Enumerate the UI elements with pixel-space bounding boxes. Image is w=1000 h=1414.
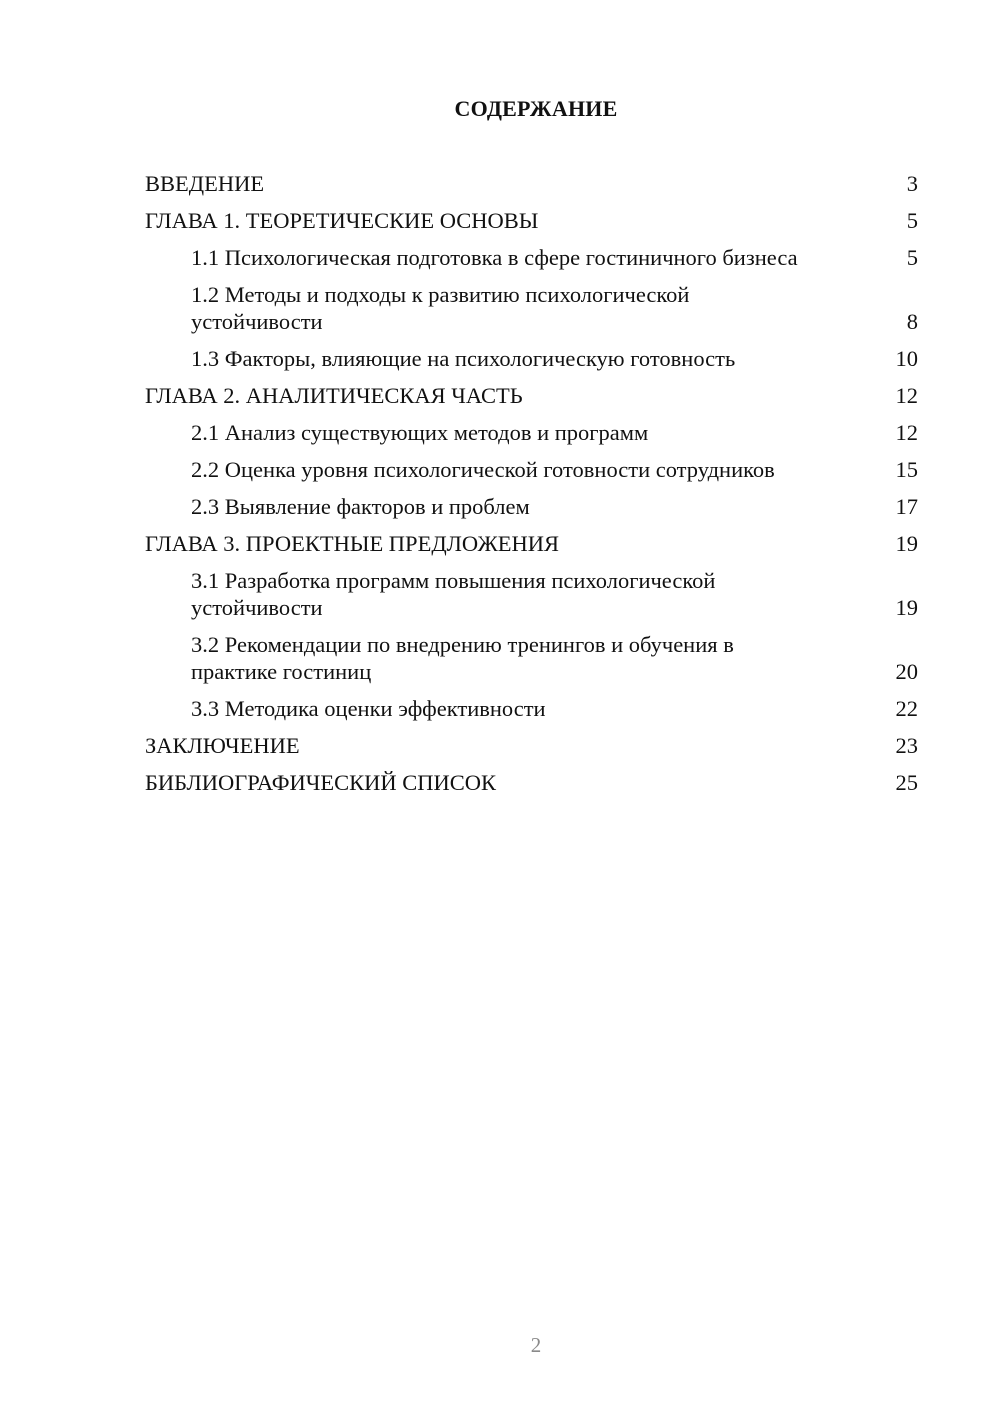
toc-entry-page: 8 [906,309,918,334]
toc-entry-page: 12 [895,420,918,445]
toc-entry-label: ЗАКЛЮЧЕНИЕ [145,733,300,758]
toc-entry-chapter-1 [145,207,918,234]
toc-entry-section-2-2 [145,456,918,483]
toc-entry-section-1-1 [145,244,918,271]
toc-entry-label: 3.3 Методика оценки эффективности [191,696,546,721]
toc-entry-page: 15 [895,457,918,482]
page-number: 2 [530,1333,542,1357]
toc-entry-page: 5 [906,208,918,233]
toc-entry-page: 19 [895,595,918,620]
toc-entry-chapter-2 [145,382,918,409]
toc-entry-page: 23 [895,733,918,758]
toc-entry-conclusion [145,732,918,759]
toc-entry-label: 2.1 Анализ существующих методов и программ [191,420,649,445]
toc-entry-section-2-3 [145,493,918,520]
toc-entry-label: ВВЕДЕНИЕ [145,171,265,196]
toc-entry-label: 1.1 Психологическая подготовка в сфере гостиничного бизнеса [191,245,798,270]
toc-entry-section-3-2 [145,631,918,685]
toc-entry-page: 19 [895,531,918,556]
toc-entry-page: 10 [895,346,918,371]
toc-entry-label: ГЛАВА 3. ПРОЕКТНЫЕ ПРЕДЛОЖЕНИЯ [145,531,560,556]
toc-entry-page: 12 [895,383,918,408]
toc-entry-section-1-3 [145,345,918,372]
toc-entry-page: 20 [895,659,918,684]
toc-entry-label: 3.2 Рекомендации по внедрению тренингов и обучения в практике гостиниц [191,632,734,684]
table-of-contents [145,170,918,806]
toc-entry-section-3-1 [145,567,918,621]
toc-entry-label: ГЛАВА 1. ТЕОРЕТИЧЕСКИЕ ОСНОВЫ [145,208,539,233]
toc-entry-page: 25 [895,770,918,795]
toc-entry-label: 3.1 Разработка программ повышения психологической устойчивости [191,568,716,620]
toc-entry-label: 2.3 Выявление факторов и проблем [191,494,530,519]
toc-entry-label: ГЛАВА 2. АНАЛИТИЧЕСКАЯ ЧАСТЬ [145,383,523,408]
toc-entry-label: 1.2 Методы и подходы к развитию психологической устойчивости [191,282,690,334]
toc-entry-label: 1.3 Факторы, влияющие на психологическую готовность [191,346,736,371]
toc-entry-section-3-3 [145,695,918,722]
toc-entry-section-2-1 [145,419,918,446]
toc-title: СОДЕРЖАНИЕ [454,96,618,121]
toc-entry-page: 22 [895,696,918,721]
toc-entry-label: БИБЛИОГРАФИЧЕСКИЙ СПИСОК [145,770,497,795]
toc-entry-section-1-2 [145,281,918,335]
toc-entry-bibliography [145,769,918,796]
toc-entry-page: 5 [906,245,918,270]
toc-entry-chapter-3 [145,530,918,557]
toc-entry-page: 3 [906,171,918,196]
toc-entry-label: 2.2 Оценка уровня психологической готовности сотрудников [191,457,775,482]
toc-entry-page: 17 [895,494,918,519]
toc-entry-introduction [145,170,918,197]
